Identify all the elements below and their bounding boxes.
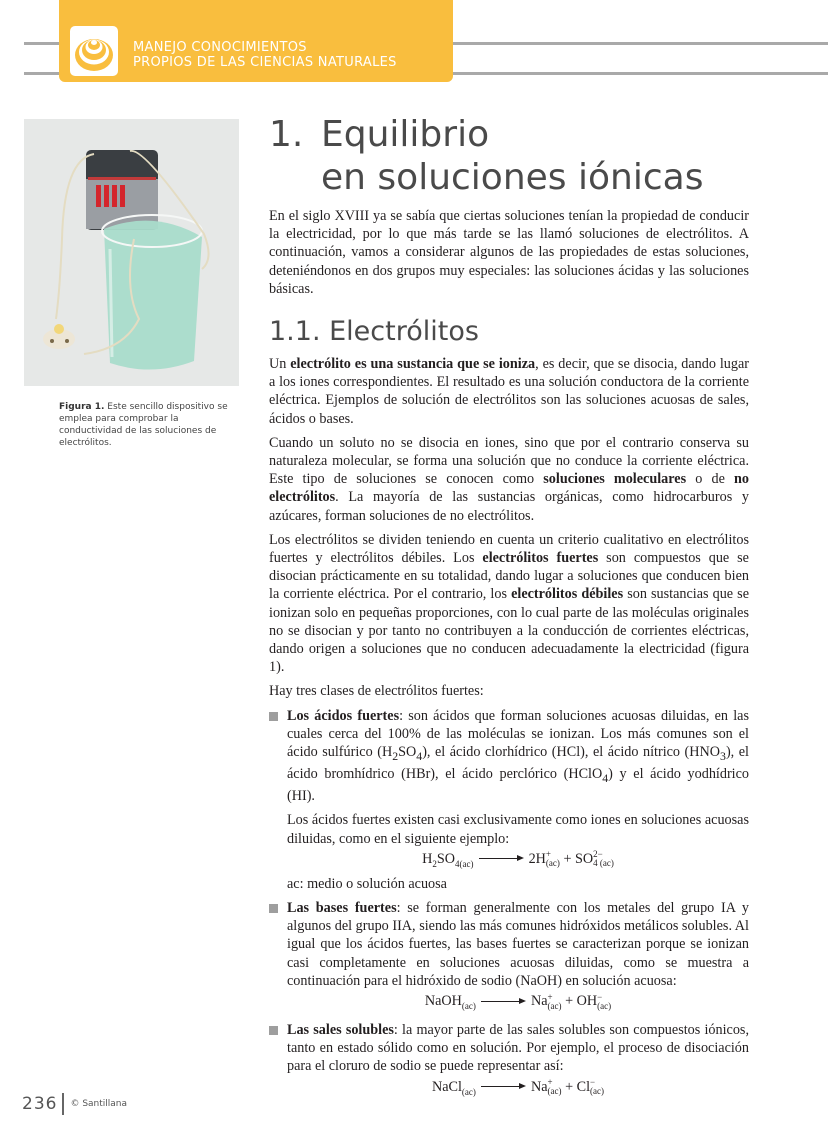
paragraph-non-electrolytes — [269, 434, 749, 525]
equation-sodium-hydroxide — [287, 992, 749, 1015]
concentric-rings-icon — [73, 30, 115, 72]
super-subscript — [546, 850, 560, 868]
eq-term: H — [422, 850, 433, 867]
text-run: Un — [269, 356, 291, 372]
intro-paragraph: En el siglo XVIII ya se sabía que ciertas soluciones tenían la propiedad de conducir la electricidad, por lo que más tarde se las llamó soluciones de electrólitos. A continuación, vamos a considerar algunos de las propiedades de estas soluciones, deteniéndonos en dos grupos muy especiales: las soluciones ácidas y las soluciones básicas. — [269, 208, 749, 297]
text-run: son compuestos que se disocian prácticamente en su totalidad, dando lugar a soluciones que conducen bien la corriente eléctrica. Por el contrario, los — [269, 550, 749, 603]
chapter-title-line1: Equilibrio — [321, 114, 490, 155]
text-run: : se forman generalmente con los metales del grupo IA y algunos del grupo IIA, siendo las más comunes hidróxidos metálicos solubles. Al igual que los ácidos fuertes, las bases fuertes se caracterizan porque se ionizan casi completamente en soluciones acuosas diluidas, como se muestra a continuación para el hidróxido de sodio (NaOH) en solución acuosa: — [287, 899, 749, 989]
conductivity-device-illustration — [24, 119, 239, 386]
bold-term: Las bases fuertes — [287, 899, 397, 916]
subscript: (ac) — [597, 1000, 612, 1011]
eq-plus: + — [565, 992, 574, 1009]
super-subscript — [548, 1078, 562, 1096]
eq-term: SO — [436, 850, 455, 867]
text-run: : son ácidos que forman soluciones acuosas diluidas, en las cuales cerca del 100% de las moléculas se ionizan. Los más comunes son el ácido sulfúrico (H — [287, 707, 749, 761]
section-header-line1: MANEJO CONOCIMIENTOS — [133, 40, 307, 55]
superscript: + — [545, 849, 551, 860]
superscript: − — [597, 991, 603, 1002]
list-item-followup: Los ácidos fuertes existen casi exclusivamente como iones en soluciones acuosas diluidas, como en el siguiente ejemplo: — [287, 812, 749, 847]
chapter-title-line2: en soluciones iónicas — [321, 157, 704, 198]
footer-divider — [62, 1093, 64, 1115]
text-run: o de — [686, 471, 735, 488]
bold-term: electrólitos débiles — [511, 586, 624, 603]
copyright-text: © Santillana — [70, 1099, 128, 1109]
subscript: 4 — [416, 748, 423, 763]
bold-term: Los ácidos fuertes — [287, 707, 400, 724]
super-subscript — [548, 993, 562, 1011]
intro-block — [269, 207, 749, 304]
text-run: ) y el ácido yodhídrico (HI). — [287, 766, 750, 805]
equation-sulfuric-acid — [287, 850, 749, 873]
eq-plus: + — [563, 850, 572, 867]
super-subscript — [593, 850, 614, 868]
equation-sodium-chloride — [287, 1078, 749, 1101]
page-footer — [22, 1093, 127, 1115]
text-run: ), el ácido bromhídrico (HBr), el ácido perclórico (HClO — [287, 744, 749, 783]
text-run: Cuando un soluto no se disocia en iones, sino que por el contrario conserva su naturaleza molecular, se forma una solución que no conduce la corriente eléctrica. Este tipo de soluciones se conocen como — [269, 434, 749, 488]
subscript: 4 — [602, 770, 609, 785]
section-body — [269, 355, 749, 1107]
list-item-strong-acids — [269, 707, 749, 893]
subscript: 4(ac) — [455, 858, 474, 869]
square-bullet-icon — [269, 712, 278, 721]
eq-term: SO — [575, 850, 594, 867]
subscript: 2 — [432, 858, 437, 869]
square-bullet-icon — [269, 904, 278, 913]
text-run: SO — [398, 744, 417, 761]
list-item-text — [287, 1021, 749, 1076]
text-run: ), el ácido clorhídrico (HCl), el ácido nítrico (HNO — [422, 744, 721, 761]
bold-term: electrólitos fuertes — [482, 550, 599, 567]
eq-plus: + — [565, 1078, 574, 1095]
superscript: 2− — [593, 849, 603, 860]
header-rule-top-left — [24, 42, 64, 45]
figure-1-photo — [24, 119, 239, 386]
superscript: + — [547, 1077, 553, 1088]
bold-term: Las sales solubles — [287, 1022, 394, 1039]
list-item-text — [287, 899, 749, 990]
eq-term: NaOH — [424, 992, 462, 1009]
list-item-text — [287, 707, 749, 806]
eq-term: NaCl — [431, 1078, 462, 1095]
subscript: 4 (ac) — [593, 858, 614, 869]
eq-term: 2H — [528, 850, 546, 867]
section-heading: 1.1. Electrólitos — [269, 316, 479, 347]
section-logo — [70, 26, 118, 76]
bold-term: electrólito es una sustancia que se ioniza — [290, 356, 536, 372]
reaction-arrow-icon — [477, 854, 525, 864]
subscript: (ac) — [547, 1086, 562, 1097]
subscript: (ac) — [547, 1000, 562, 1011]
square-bullet-icon — [269, 1026, 278, 1035]
list-item-soluble-salts — [269, 1021, 749, 1101]
subscript: 3 — [720, 748, 726, 763]
equation-note: ac: medio o solución acuosa — [287, 875, 447, 892]
text-run: Los electrólitos se dividen teniendo en cuenta un criterio cualitativo en electrólitos fuertes y electrólitos débiles. Los — [269, 531, 749, 567]
eq-term: Na — [531, 992, 548, 1009]
bold-term: soluciones moleculares — [543, 471, 687, 488]
text-run: : la mayor parte de las sales solubles son compuestos iónicos, tanto en estado sólido como en solución. Por ejemplo, el proceso de disociación para el cloruro de sodio se puede representar así: — [287, 1022, 749, 1075]
reaction-arrow-icon — [479, 997, 527, 1007]
figure-1-caption — [59, 401, 229, 449]
paragraph-strong-weak — [269, 531, 749, 677]
text-run: , es decir, que se disocia, dando lugar a los iones correspondientes. El resultado es una solución conductora de la corriente eléctrica. Ejemplos de solución de electrólitos son las soluciones acuosas de sales, ácidos o bases. — [269, 356, 750, 427]
header-rule-top-right — [450, 42, 828, 45]
header-rule-bottom-right — [450, 72, 828, 75]
text-run: son sustancias que se ionizan solo en pequeñas proporciones, con lo cual parte de las moléculas originales no se disocian y por tanto no contribuyen a la conducción de corrientes eléctricas, dando origen a soluciones que no conducen adecuadamente la electricidad (figura 1). — [269, 586, 749, 676]
subscript: (ac) — [590, 1086, 605, 1097]
subscript: (ac) — [461, 1086, 476, 1097]
paragraph-electrolyte-definition — [269, 355, 749, 428]
super-subscript — [590, 1078, 604, 1096]
eq-term: Na — [531, 1078, 548, 1095]
header-rule-bottom-left — [24, 72, 64, 75]
bold-term: no electrólitos — [269, 471, 749, 506]
list-item-strong-bases — [269, 899, 749, 1015]
eq-term: Cl — [576, 1078, 591, 1095]
super-subscript — [597, 993, 611, 1011]
paragraph-three-classes: Hay tres clases de electrólitos fuertes: — [269, 683, 484, 700]
page-number: 236 — [22, 1094, 58, 1114]
caption-text: Este sencillo dispositivo se emplea para comprobar la conductividad de las soluciones de electrólitos. — [59, 402, 228, 448]
reaction-arrow-icon — [479, 1082, 527, 1092]
subscript: 2 — [392, 748, 399, 763]
section-header-title — [133, 40, 397, 70]
caption-label: Figura 1. — [59, 402, 105, 412]
superscript: + — [547, 991, 553, 1002]
eq-term: OH — [576, 992, 598, 1009]
text-run: . La mayoría de las sustancias orgánicas, como hidrocarburos y azúcares, forman soluciones de no electrólitos. — [269, 489, 749, 524]
superscript: − — [590, 1077, 596, 1088]
chapter-number: 1. — [269, 114, 304, 155]
subscript: (ac) — [545, 858, 560, 869]
subscript: (ac) — [461, 1000, 476, 1011]
chapter-title — [269, 113, 703, 199]
section-header-line2: PROPIOS DE LAS CIENCIAS NATURALES — [133, 55, 397, 70]
